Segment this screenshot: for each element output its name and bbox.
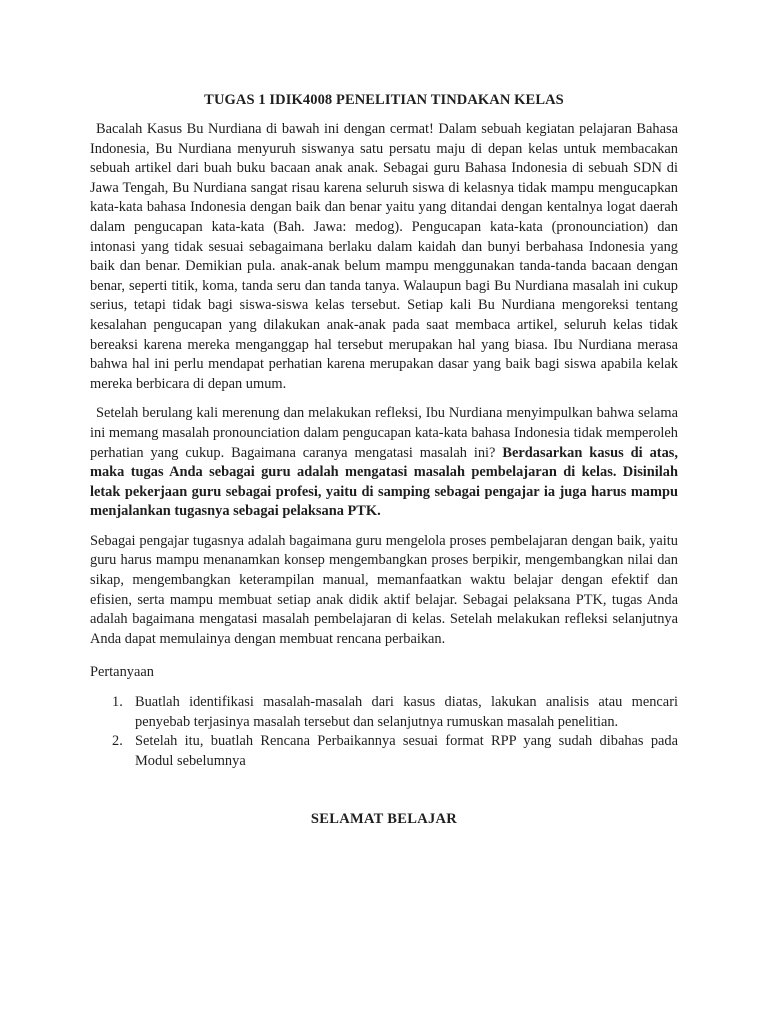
questions-list — [90, 693, 678, 771]
task-emphasis-text: Berdasarkan kasus di atas, maka tugas Anda sebagai guru adalah mengatasi masalah pembelajaran di kelas. Disinilah letak pekerjaan guru sebagai profesi, yaitu di samping sebagai pengajar ia juga harus mampu menjalankan tugasnya sebagai pelaksana PTK. — [90, 444, 678, 520]
case-paragraph — [90, 120, 678, 394]
question-text: Setelah itu, buatlah Rencana Perbaikannya sesuai format RPP yang sudah dibahas pada Modul sebelumnya — [135, 733, 678, 769]
question-item — [90, 732, 678, 771]
document-title: TUGAS 1 IDIK4008 PENELITIAN TINDAKAN KELAS — [204, 92, 564, 108]
question-text: Buatlah identifikasi masalah-masalah dari kasus diatas, lakukan analisis atau mencari penyebab terjasinya masalah tersebut dan selanjutnya rumuskan masalah penelitian. — [135, 694, 678, 730]
question-item — [90, 693, 678, 732]
closing-text: SELAMAT BELAJAR — [310, 811, 458, 828]
document-page — [90, 90, 678, 828]
case-text: Bacalah Kasus Bu Nurdiana di bawah ini dengan cermat! Dalam sebuah kegiatan pelajaran Bahasa Indonesia, Bu Nurdiana menyuruh siswanya satu persatu maju di depan kelas untuk membacakan sebuah artikel dari buah buku bacaan anak anak. Sebagai guru Bahasa Indonesia di sebuah SDN di Jawa Tengah, Bu Nurdiana sangat risau karena seluruh siswa di kelasnya tidak mampu mengucapkan kata-kata bahasa Indonesia dengan baik dan benar yaitu yang ditandai dengan kentalnya logat daerah dalam pengucapan kata-kata (Bah. Jawa: medog). Pengucapan kata-kata (pronounciation) dan intonasi yang tidak sesuai sebagaimana berlaku dalam kaidah dan bunyi berbahasa Indonesia yang baik dan benar. Demikian pula. anak-anak belum mampu menggunakan tanda-tanda bacaan dengan benar, seperti titik, koma, tanda seru dan tanda tanya. Walaupun bagi Bu Nurdiana masalah ini cukup serius, tetapi tidak bagi siswa-siswa kelas tersebut. Setiap kali Bu Nurdiana mengoreksi tentang kesalahan pengucapan yang dilakukan anak-anak pada saat membaca artikel, seluruh kelas tidak bereaksi karena mereka menganggap hal tersebut merupakan hal yang biasa. Ibu Nurdiana merasa bahwa hal ini perlu mendapat perhatian karena merupakan dasar yang baik bagi siswa apabila kelak mereka berbicara di depan umum. — [90, 121, 678, 392]
reflection-paragraph — [90, 404, 678, 522]
questions-label: Pertanyaan — [90, 664, 154, 681]
question-number: 2. — [112, 733, 123, 750]
role-paragraph: Sebagai pengajar tugasnya adalah bagaimana guru mengelola proses pembelajaran dengan baik, yaitu guru harus mampu menanamkan konsep mengembangkan proses berpikir, mengembangkan nilai dan sikap, mengembangkan keterampilan manual, memanfaatkan waktu belajar dengan efektif dan efisien, serta mampu membuat setiap anak didik aktif belajar. Sebagai pelaksana PTK, tugas Anda adalah bagaimana mengatasi masalah pembelajaran di kelas. Setelah melakukan refleksi selanjutnya Anda dapat memulainya dengan membuat rencana perbaikan. — [90, 532, 678, 647]
question-number: 1. — [112, 694, 123, 711]
reflection-text: Setelah berulang kali merenung dan melakukan refleksi, Ibu Nurdiana menyimpulkan bahwa selama ini memang masalah pronounciation dalam pengucapan kata-kata bahasa Indonesia tidak memperoleh perhatian yang cukup. Bagaimana caranya mengatasi masalah ini? — [90, 405, 678, 461]
